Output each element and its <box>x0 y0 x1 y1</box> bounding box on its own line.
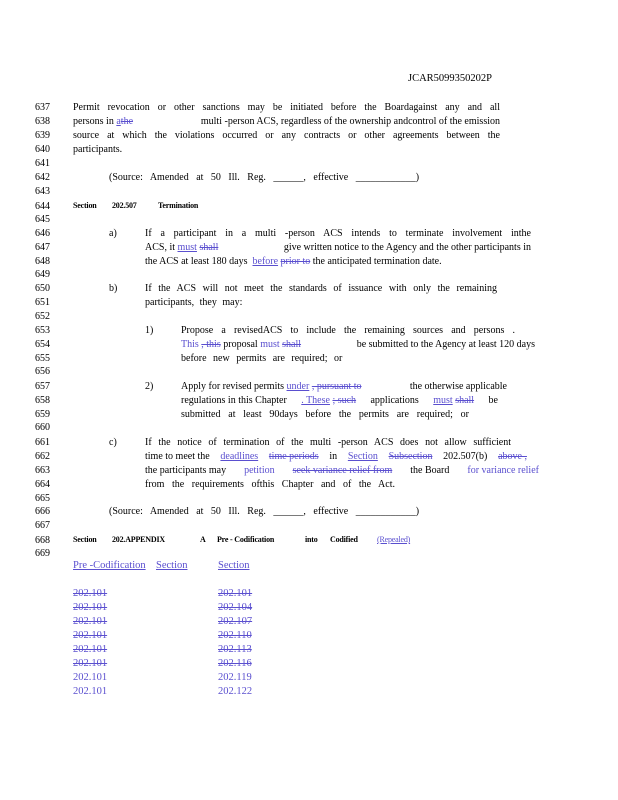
table-cell: 202.101 <box>73 644 108 655</box>
item-marker: 1) <box>145 325 154 336</box>
deleted-text: ; such <box>332 395 357 406</box>
line-number: 643 <box>35 186 50 197</box>
item-line <box>181 395 498 406</box>
deleted-text: shall <box>282 339 302 350</box>
para-line: Permit revocation or other sanctions may be initiated before the Boardagainst any and all <box>73 102 500 113</box>
deleted-text: the <box>120 116 134 127</box>
item-line <box>145 451 527 462</box>
line-number: 637 <box>35 102 50 113</box>
line-number: 648 <box>35 256 50 267</box>
table-cell: 202.101 <box>73 602 108 613</box>
inserted-text: . These <box>301 395 330 406</box>
deleted-text: prior to <box>280 256 311 267</box>
table-cell: 202.110 <box>218 630 252 641</box>
table-cell: 202.101 <box>73 658 108 669</box>
inserted-text: must <box>177 242 197 253</box>
text: the otherwise applicable <box>409 381 507 392</box>
section-title: Termination <box>158 201 199 210</box>
text: ACS, it <box>145 242 176 253</box>
item-marker: c) <box>109 437 117 448</box>
table-cell: 202.116 <box>218 658 252 669</box>
line-number: 654 <box>35 339 50 350</box>
text: the participants may <box>145 465 227 476</box>
text: the Board <box>410 465 450 476</box>
item-line: If the notice of termination of the multi -person ACS does not allow sufficient <box>145 437 511 448</box>
section-label: Section <box>73 535 97 544</box>
section-number: 202.507 <box>112 201 137 210</box>
source-note: (Source: Amended at 50 Ill. Reg. ______, effective ____________) <box>109 506 420 517</box>
table-cell: 202.113 <box>218 644 252 655</box>
line-number: 660 <box>35 422 50 433</box>
inserted-text: under <box>286 381 310 392</box>
item-line <box>145 256 442 267</box>
line-number: 641 <box>35 158 50 169</box>
text: give written notice to the Agency and the other participants in <box>283 242 531 253</box>
line-number: 651 <box>35 297 50 308</box>
line-number: 666 <box>35 506 50 517</box>
text: persons in <box>73 116 114 127</box>
table-header: Section <box>156 560 188 571</box>
line-number: 658 <box>35 395 50 406</box>
appendix-title: Pre - Codification <box>217 535 275 544</box>
text: be <box>488 395 498 406</box>
repealed-label: (Repealed) <box>377 535 411 544</box>
table-cell: 202.101 <box>73 686 108 697</box>
line-number: 649 <box>35 269 50 280</box>
text: the anticipated termination date. <box>312 256 442 267</box>
deleted-text: , pursuant to <box>311 381 362 392</box>
appendix-letter: A <box>200 535 206 544</box>
deleted-text: time periods <box>268 451 319 462</box>
table-cell: 202.119 <box>218 672 252 683</box>
deleted-text: , this <box>201 339 221 350</box>
line-number: 652 <box>35 311 50 322</box>
table-cell: 202.101 <box>73 616 108 627</box>
item-line: submitted at least 90days before the permits are required; or <box>181 409 469 420</box>
item-line <box>181 339 535 350</box>
line-number: 653 <box>35 325 50 336</box>
table-cell: 202.122 <box>218 686 253 697</box>
table-header: Section <box>218 560 250 571</box>
line-number: 656 <box>35 366 50 377</box>
item-line: Propose a revisedACS to include the remaining sources and persons . <box>181 325 515 336</box>
appendix-codified: Codified <box>330 535 358 544</box>
text: the ACS at least 180 days <box>145 256 248 267</box>
item-line: If a participant in a multi -person ACS intends to terminate involvement inthe <box>145 228 531 239</box>
text: Apply for revised permits <box>181 381 285 392</box>
text: proposal <box>223 339 258 350</box>
line-number: 661 <box>35 437 50 448</box>
line-number: 646 <box>35 228 50 239</box>
table-header: Pre -Codification <box>73 560 146 571</box>
line-number: 663 <box>35 465 50 476</box>
inserted-text: This <box>181 339 199 350</box>
text: applications <box>370 395 419 406</box>
line-number: 667 <box>35 520 50 531</box>
inserted-text: for variance relief <box>467 465 539 476</box>
item-line <box>145 465 539 476</box>
item-line: from the requirements ofthis Chapter and of the Act. <box>145 479 395 490</box>
text: time to meet the <box>145 451 210 462</box>
line-number: 644 <box>35 201 50 212</box>
inserted-text: deadlines <box>220 451 259 462</box>
text: regulations in this Chapter <box>181 395 287 406</box>
para-line <box>73 116 500 127</box>
line-number: 640 <box>35 144 50 155</box>
deleted-text: shall <box>455 395 475 406</box>
inserted-text: a <box>116 116 121 127</box>
table-cell: 202.101 <box>73 630 108 641</box>
para-line: source at which the violations occurred or any contracts or other agreements between the <box>73 130 500 141</box>
line-number: 664 <box>35 479 50 490</box>
item-line: If the ACS will not meet the standards of issuance with only the remaining <box>145 283 497 294</box>
text: 202.507(b) <box>443 451 488 462</box>
item-marker: b) <box>109 283 118 294</box>
line-number: 642 <box>35 172 50 183</box>
line-number: 662 <box>35 451 50 462</box>
para-line: participants. <box>73 144 123 155</box>
inserted-text: Section <box>347 451 378 462</box>
inserted-text: petition <box>244 465 275 476</box>
item-marker: a) <box>109 228 117 239</box>
line-number: 669 <box>35 548 50 559</box>
inserted-text: before <box>252 256 279 267</box>
line-number: 655 <box>35 353 50 364</box>
source-note: (Source: Amended at 50 Ill. Reg. ______, effective ____________) <box>109 172 420 183</box>
inserted-text: must <box>260 339 280 350</box>
table-cell: 202.101 <box>73 588 108 599</box>
text: multi -person ACS, regardless of the ownership andcontrol of the emission <box>200 116 500 127</box>
table-cell: 202.107 <box>218 616 253 627</box>
line-number: 638 <box>35 116 50 127</box>
text: in <box>329 451 338 462</box>
line-number: 657 <box>35 381 50 392</box>
line-number: 659 <box>35 409 50 420</box>
section-label: Section <box>73 201 97 210</box>
appendix-into: into <box>305 535 318 544</box>
line-number: 639 <box>35 130 50 141</box>
deleted-text: above , <box>498 451 527 462</box>
item-line: participants, they may: <box>145 297 243 308</box>
line-number: 647 <box>35 242 50 253</box>
item-line <box>181 381 507 392</box>
document-id: JCAR5099350202P <box>408 73 493 84</box>
line-number: 650 <box>35 283 50 294</box>
table-cell: 202.101 <box>73 672 108 683</box>
text: be submitted to the Agency at least 120 days <box>356 339 535 350</box>
item-line: before new permits are required; or <box>181 353 343 364</box>
table-cell: 202.104 <box>218 602 253 613</box>
deleted-text: shall <box>199 242 219 253</box>
deleted-text: Subsection <box>388 451 433 462</box>
appendix-name: 202.APPENDIX <box>112 535 165 544</box>
line-number: 645 <box>35 214 50 225</box>
table-cell: 202.101 <box>218 588 253 599</box>
item-marker: 2) <box>145 381 154 392</box>
inserted-text: must <box>433 395 453 406</box>
item-line <box>145 242 531 253</box>
line-number: 668 <box>35 535 50 546</box>
deleted-text: seek variance relief from <box>292 465 393 476</box>
line-number: 665 <box>35 493 50 504</box>
